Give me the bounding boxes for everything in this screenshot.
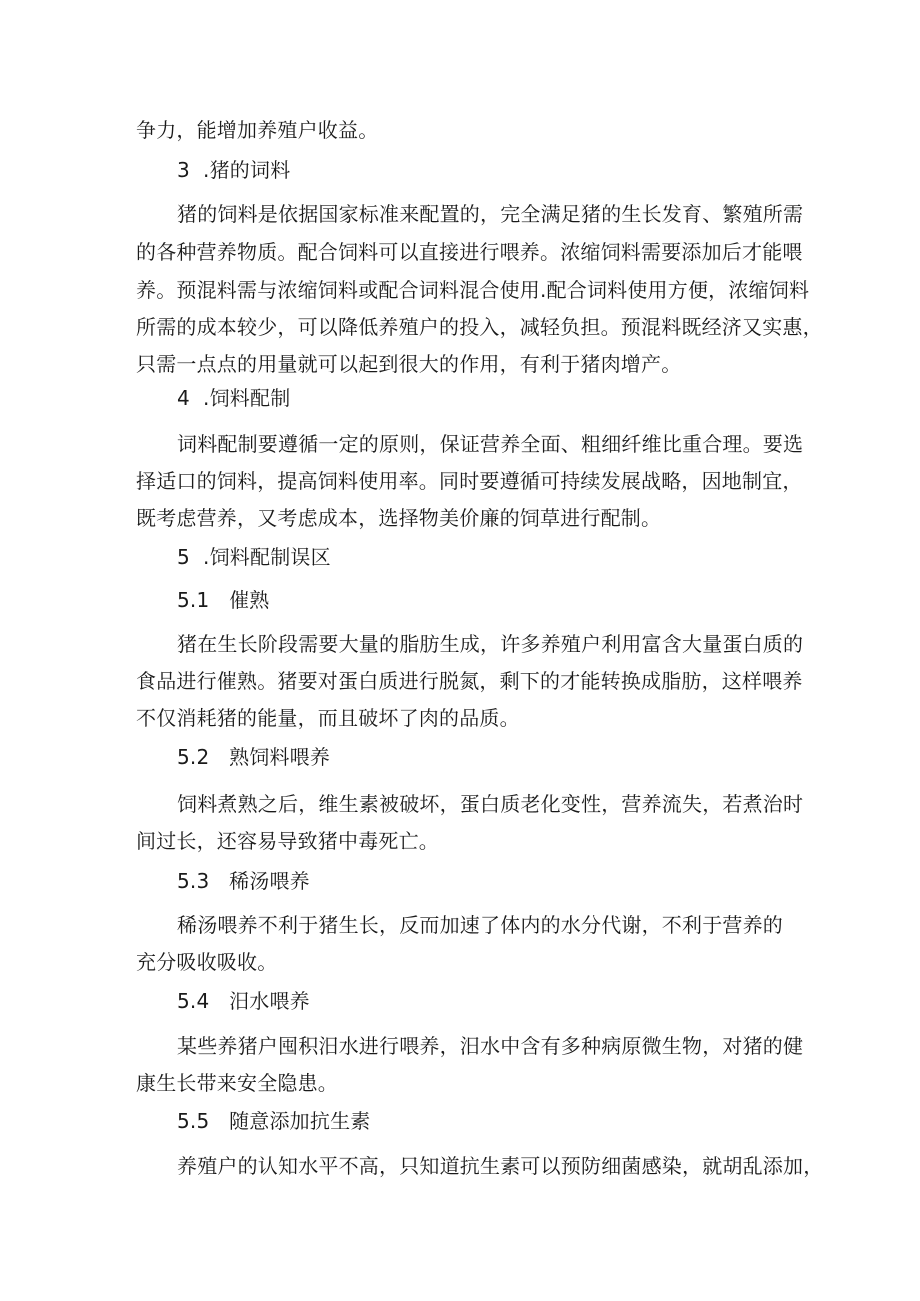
paragraph-line: 饲料煮熟之后，维生素被破坏，蛋白质老化变性，营养流失，若煮治时 bbox=[177, 792, 804, 816]
paragraph-line: 所需的成本较少，可以降低养殖户的投入，减轻负担。预混料既经济又实惠， bbox=[136, 315, 823, 339]
subsection-heading: 5.5 随意添加抗生素 bbox=[177, 1109, 371, 1133]
section-heading: 5 .饲料配制误区 bbox=[177, 545, 331, 569]
subsection-heading: 5.2 熟饲料喂养 bbox=[177, 745, 331, 769]
paragraph-line: 争力，能增加养殖户收益。 bbox=[136, 118, 379, 142]
paragraph-line: 择适口的饲料，提高饲料使用率。同时要遵循可持续发展战略，因地制宜， bbox=[136, 469, 803, 493]
paragraph-line: 只需一点点的用量就可以起到很大的作用，有利于猪肉增产。 bbox=[136, 352, 682, 376]
paragraph-line: 养殖户的认知水平不高，只知道抗生素可以预防细菌感染，就胡乱添加， bbox=[177, 1154, 824, 1178]
paragraph-line: 康生长带来安全隐患。 bbox=[136, 1071, 338, 1095]
paragraph-line: 不仅消耗猪的能量，而且破坏了肉的品质。 bbox=[136, 706, 520, 730]
paragraph-line: 猪在生长阶段需要大量的脂肪生成，许多养殖户利用富含大量蛋白质的 bbox=[177, 632, 804, 656]
paragraph-line: 间过长，还容易导致猪中毒死亡。 bbox=[136, 829, 439, 853]
subsection-heading: 5.1 催熟 bbox=[177, 588, 270, 612]
paragraph-line: 词料配制要遵循一定的原则，保证营养全面、粗细纤维比重合理。要选 bbox=[177, 432, 804, 456]
paragraph-line: 的各种营养物质。配合饲料可以直接进行喂养。浓缩饲料需要添加后才能喂 bbox=[136, 240, 803, 264]
paragraph-line: 稀汤喂养不利于猪生长，反而加速了体内的水分代谢，不利于营养的 bbox=[177, 913, 783, 937]
subsection-heading: 5.4 汨水喂养 bbox=[177, 989, 310, 1013]
subsection-heading: 5.3 稀汤喂养 bbox=[177, 869, 310, 893]
paragraph-line: 食品进行催熟。猪要对蛋白质进行脱氮，剩下的才能转换成脂肪，这样喂养 bbox=[136, 669, 803, 693]
paragraph-line: 既考虑营养，又考虑成本，选择物美价廉的饲草进行配制。 bbox=[136, 506, 662, 530]
paragraph-line: 养。预混料需与浓缩饲料或配合词料混合使用.配合词料使用方便，浓缩饲料 bbox=[136, 278, 810, 302]
section-heading: 3 .猪的词料 bbox=[177, 158, 291, 182]
paragraph-line: 充分吸收吸收。 bbox=[136, 950, 278, 974]
paragraph-line: 某些养猪户囤积汨水进行喂养，汨水中含有多种病原微生物，对猪的健 bbox=[177, 1034, 804, 1058]
paragraph-line: 猪的饲料是依据国家标准来配置的，完全满足猪的生长发育、繁殖所需 bbox=[177, 202, 804, 226]
section-heading: 4 .饲料配制 bbox=[177, 386, 291, 410]
